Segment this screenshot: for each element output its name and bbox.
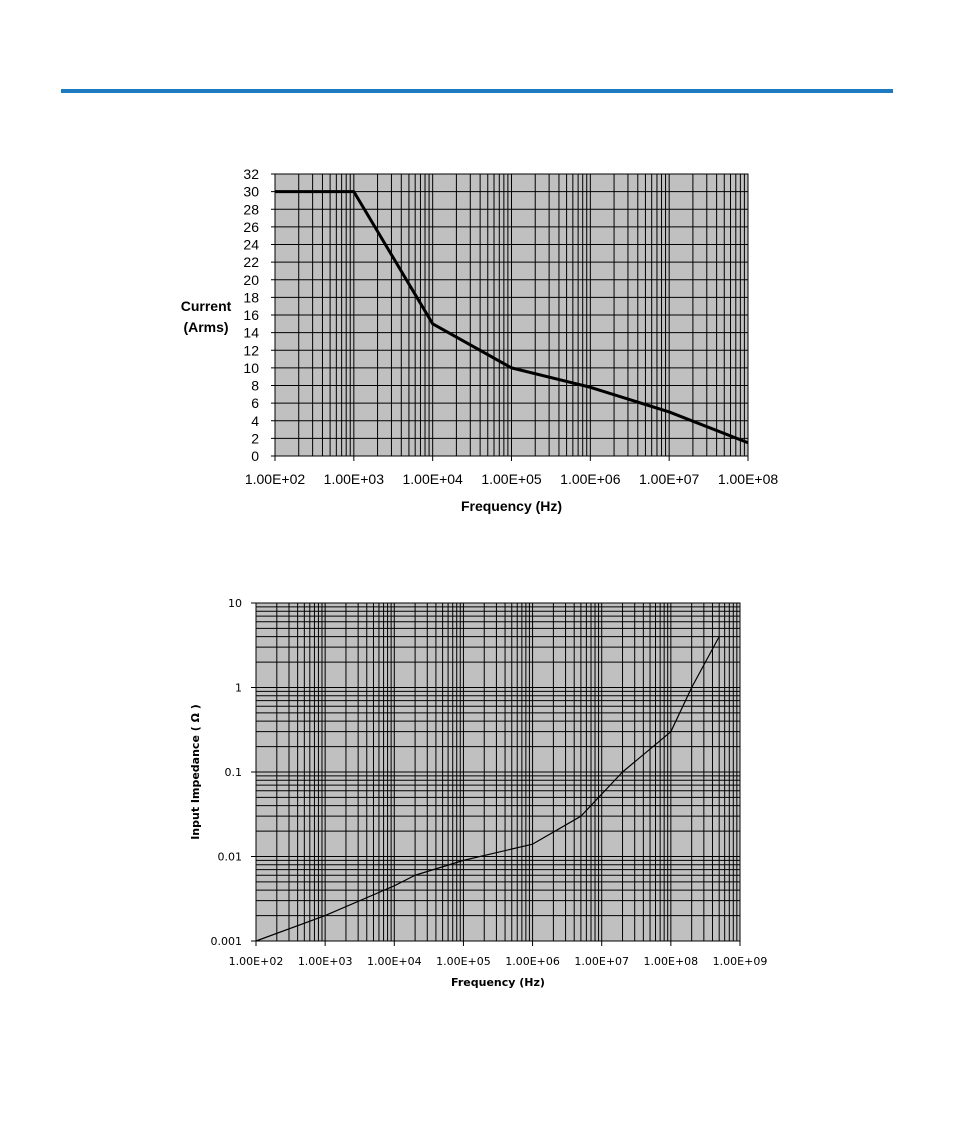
- y-axis-label: Input Impedance ( Ω ): [189, 704, 202, 840]
- y-axis-label: (Arms): [183, 319, 229, 335]
- y-tick-label: 26: [243, 218, 259, 235]
- x-axis-label: Frequency (Hz): [451, 976, 545, 989]
- y-tick-label: 2: [251, 430, 259, 447]
- y-tick-label: 22: [243, 254, 259, 271]
- y-tick-label: 28: [243, 201, 259, 218]
- x-tick-label: 1.00E+08: [643, 955, 699, 968]
- x-tick-label: 1.00E+08: [717, 471, 779, 487]
- y-tick-label: 16: [243, 307, 259, 323]
- x-tick-label: 1.00E+07: [574, 955, 630, 968]
- y-tick-label: 18: [243, 289, 259, 306]
- x-tick-label: 1.00E+02: [244, 471, 306, 487]
- y-tick-label: 24: [243, 236, 259, 253]
- y-tick-label: 6: [251, 395, 259, 412]
- x-tick-label: 1.00E+04: [402, 471, 463, 487]
- y-tick-label: 0.01: [217, 850, 242, 864]
- y-tick-label: 30: [243, 183, 259, 200]
- y-tick-label: 0.1: [224, 766, 242, 779]
- x-tick-label: 1.00E+02: [228, 955, 284, 968]
- x-tick-label: 1.00E+09: [712, 955, 768, 968]
- x-tick-label: 1.00E+06: [505, 955, 560, 968]
- y-axis-label: Current: [180, 298, 232, 314]
- x-tick-label: 1.00E+07: [638, 471, 700, 487]
- y-tick-label: 10: [243, 359, 259, 376]
- x-axis-label: Frequency (Hz): [460, 498, 563, 514]
- x-tick-label: 1.00E+03: [323, 471, 385, 487]
- y-tick-label: 12: [243, 342, 259, 359]
- y-tick-label: 1: [235, 681, 242, 695]
- y-tick-label: 0: [251, 448, 259, 464]
- y-tick-label: 20: [243, 271, 259, 288]
- x-tick-label: 1.00E+05: [481, 471, 542, 487]
- x-tick-label: 1.00E+04: [366, 955, 422, 968]
- x-tick-label: 1.00E+05: [436, 955, 491, 968]
- y-tick-label: 0.001: [210, 935, 242, 948]
- x-tick-label: 1.00E+06: [560, 471, 621, 487]
- y-tick-label: 4: [251, 412, 259, 429]
- x-tick-label: 1.00E+03: [297, 955, 353, 968]
- y-tick-label: 32: [243, 166, 259, 182]
- y-tick-label: 10: [228, 597, 242, 610]
- y-tick-label: 8: [251, 377, 259, 394]
- y-tick-label: 14: [243, 324, 259, 341]
